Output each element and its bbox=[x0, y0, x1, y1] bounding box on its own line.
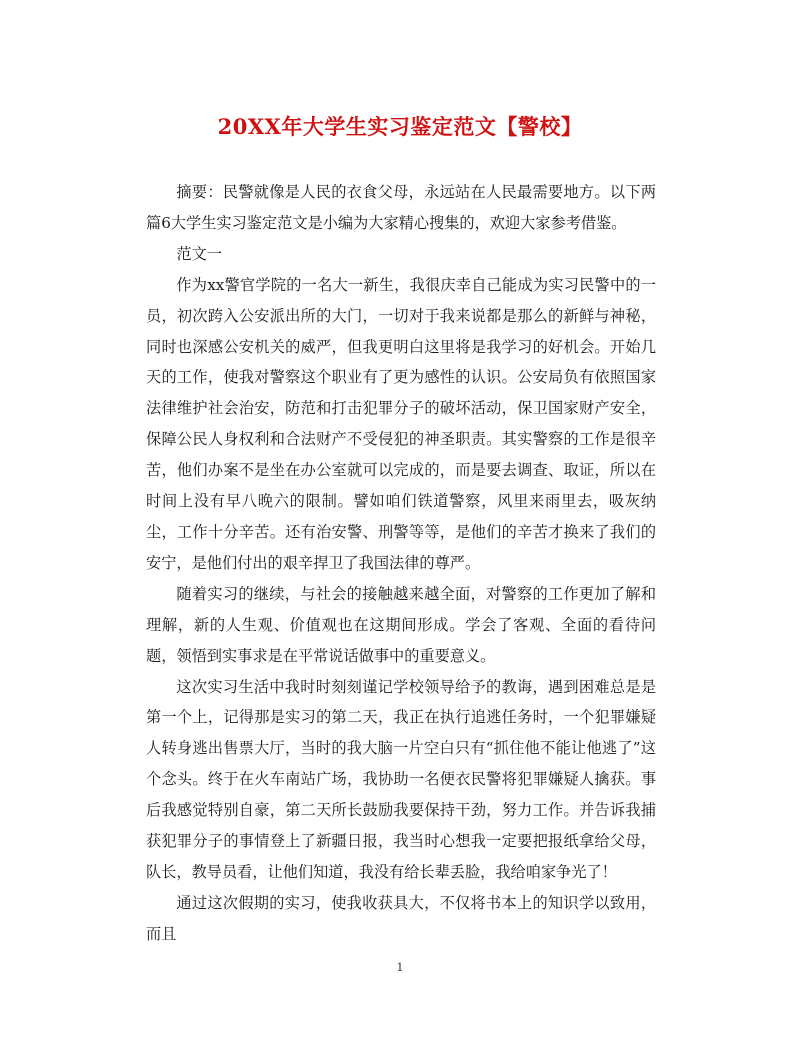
section-heading: 范文一 bbox=[176, 244, 222, 263]
body-paragraph: 作为xx警官学院的一名大一新生，我很庆幸自己能成为实习民警中的一员，初次跨入公安派出所的大门，一切对于我来说都是那么的新鲜与神秘，同时也深感公安机关的威严，但我更明白这里将是我学习的好机会。开始几天的工作，使我对警察这个职业有了更为感性的认识。公安局负有依照国家法律维护社会治安，防范和打击犯罪分子的破坏活动，保卫国家财产安全，保障公民人身权利和合法财产不受侵犯的神圣职责。其实警察的工作是很辛苦，他们办案不是坐在办公室就可以完成的，而是要去调查、取证，所以在时间上没有早八晚六的限制。譬如咱们铁道警察，风里来雨里去，吸灰纳尘，工作十分辛苦。还有治安警、刑警等等，是他们的辛苦才换来了我们的安宁，是他们付出的艰辛捍卫了我国法律的尊严。 bbox=[146, 275, 656, 572]
body-paragraph: 随着实习的继续，与社会的接触越来越全面，对警察的工作更加了解和理解，新的人生观、价值观也在这期间形成。学会了客观、全面的看待问题，领悟到实事求是在平常说话做事中的重要意义。 bbox=[146, 584, 656, 665]
page-number: 1 bbox=[396, 961, 404, 974]
document-title: 20XX年大学生实习鉴定范文【警校】 bbox=[217, 114, 583, 139]
document-body bbox=[146, 177, 656, 950]
body-paragraph: 通过这次假期的实习，使我收获具大，不仅将书本上的知识学以致用，而且 bbox=[146, 893, 656, 943]
body-paragraph: 这次实习生活中我时时刻刻谨记学校领导给予的教诲，遇到困难总是是第一个上，记得那是实习的第二天，我正在执行追逃任务时，一个犯罪嫌疑人转身逃出售票大厅，当时的我大脑一片空白只有“抓住他不能让他逃了”这个念头。终于在火车南站广场，我协助一名便衣民警将犯罪嫌疑人擒获。事后我感觉特别自豪，第二天所长鼓励我要保持干劲，努力工作。并告诉我捕获犯罪分子的事情登上了新疆日报，我当时心想我一定要把报纸拿给父母，队长，教导员看，让他们知道，我没有给长辈丢脸，我给咱家争光了！ bbox=[146, 677, 656, 881]
abstract-paragraph: 摘要：民警就像是人民的衣食父母，永远站在人民最需要地方。以下两篇6大学生实习鉴定范文是小编为大家精心搜集的，欢迎大家参考借鉴。 bbox=[146, 183, 656, 232]
